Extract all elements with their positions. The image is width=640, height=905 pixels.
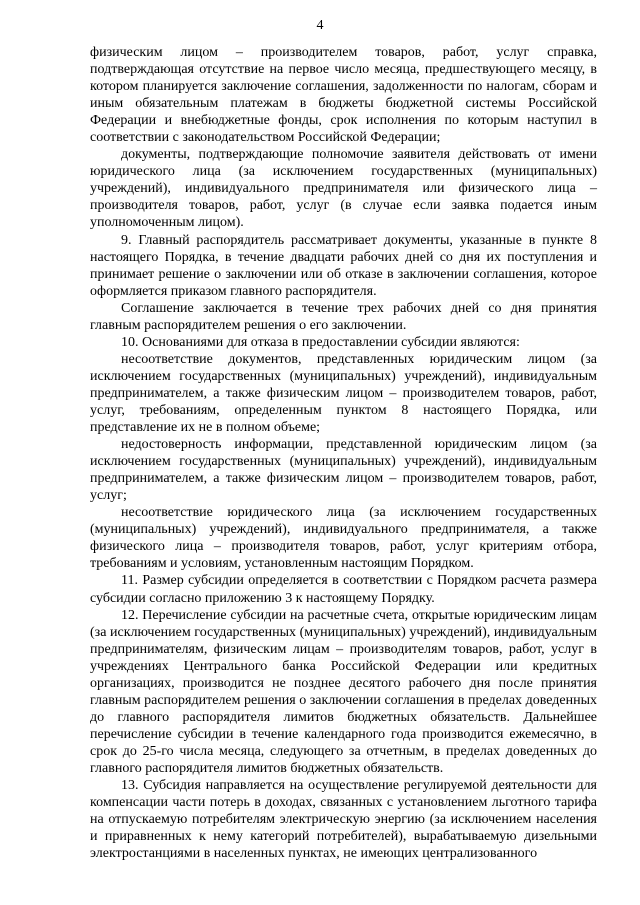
paragraph-item-9: 9. Главный распорядитель рассматривает документы, указанные в пункте 8 настоящего Порядка, в течение двадцати рабочих дней со дня их поступления и принимает решение о заключении или об отказе в заключении соглашения, которое оформляется приказом главного распорядителя. — [90, 232, 597, 299]
paragraph: недостоверность информации, представленной юридическим лицом (за исключением государственных (муниципальных) учреждений), индивидуальным предпринимателем, а также физическим лицом – производителем товаров, работ, услуг; — [90, 437, 597, 504]
page-number: 4 — [316, 18, 324, 33]
paragraph-continuation: физическим лицом – производителем товаров, работ, услуг справка, подтверждающая отсутствие на первое число месяца, предшествующего месяцу, в котором планируется заключение соглашения, задолженности по налогам, сборам и иным обязательным платежам в бюджеты бюджетной системы Российской Федерации и внебюджетные фонды, срок исполнения по которым наступил в соответствии с законодательством Российской Федерации; — [90, 45, 597, 146]
document-body — [90, 44, 597, 862]
paragraph: Соглашение заключается в течение трех рабочих дней со дня принятия главным распорядителем решения о его заключении. — [90, 300, 597, 333]
paragraph-item-13: 13. Субсидия направляется на осуществление регулируемой деятельности для компенсации части потерь в доходах, связанных с установлением льготного тарифа на отпускаемую потребителям электрическую энергию (за исключением населения и приравненных к нему категорий потребителей), вырабатываемую дизельными электростанциями в населенных пунктах, не имеющих централизованного — [90, 778, 597, 862]
paragraph: несоответствие юридического лица (за исключением государственных (муниципальных) учреждений), индивидуального предпринимателя, а также физического лица – производителя товаров, работ, услуг критериям отбора, требованиям и условиям, установленным настоящим Порядком. — [90, 505, 597, 572]
paragraph-item-10: 10. Основаниями для отказа в предоставлении субсидии являются: — [121, 334, 520, 350]
paragraph-item-12: 12. Перечисление субсидии на расчетные счета, открытые юридическим лицам (за исключением государственных (муниципальных) учреждений), индивидуальным предпринимателям, физическим лицам – производителям товаров, работ, услуг в учреждениях Центрального банка Российской Федерации или кредитных организациях, производится не позднее десятого рабочего дня после принятия главным распорядителем решения о заключении соглашения в пределах доведенных до главного распорядителя лимитов бюджетных обязательств. Дальнейшее перечисление субсидии в течение календарного года производится ежемесячно, в срок до 25-го числа месяца, следующего за отчетным, в пределах доведенных до главного распорядителя лимитов бюджетных обязательств. — [90, 607, 597, 776]
paragraph: документы, подтверждающие полномочие заявителя действовать от имени юридического лица (за исключением государственных (муниципальных) учреждений), индивидуального предпринимателя или физического лица – производителя товаров, работ, услуг (в случае если заявка подается иным уполномоченным лицом). — [90, 147, 597, 231]
paragraph-item-11: 11. Размер субсидии определяется в соответствии с Порядком расчета размера субсидии согласно приложению 3 к настоящему Порядку. — [90, 573, 597, 606]
paragraph: несоответствие документов, представленных юридическим лицом (за исключением государственных (муниципальных) учреждений), индивидуальным предпринимателем, а также физическим лицом – производителем товаров, работ, услуг, требованиям, определенным пунктом 8 настоящего Порядка, или представление их не в полном объеме; — [90, 351, 597, 436]
